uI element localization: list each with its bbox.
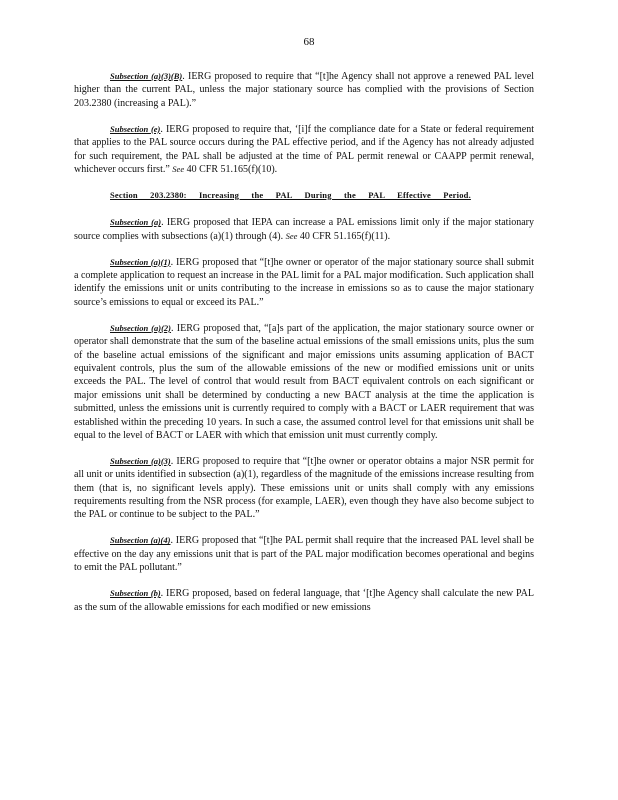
subsection-label: Subsection (a)(3) (110, 455, 171, 466)
paragraph-a3b (74, 70, 534, 110)
subsection-label: Subsection (a)(3)(B) (110, 71, 183, 81)
paragraph-text: . IERG proposed that IEPA can increase a PAL emissions limit only if the major stationary source complies with subsections (a)(1) through (4). (74, 217, 534, 242)
subsection-label: Subsection (a)(2) (110, 322, 172, 333)
subsection-label: Subsection (b) (110, 588, 161, 599)
paragraph-a3 (74, 455, 534, 522)
paragraph-text: . IERG proposed to require that “[t]he owner or operator obtains a major NSR permit for all unit or units identified in subsection (a)(1), regardless of the magnitude of the emissions increase resulting from them (that is, no significant levels apply). These emissions unit or units shall comply with any emissions requirements resulting from the NSR process (for example, LAER), even though they have also become subject to the PAL or continue to be subject to the PAL.” (74, 455, 534, 521)
paragraph-b (74, 587, 534, 614)
paragraph-a (74, 216, 534, 243)
paragraph-text: . IERG proposed to require that, ‘[i]f the compliance date for a State or federal requirement that applies to the PAL source occurs during the PAL effective period, and if the Agency has not already adjusted for such requirement, the PAL shall be adjusted at the time of PAL permit renewal or CAAPP permit renewal, whichever occurs first.” (74, 123, 534, 175)
subsection-label: Subsection (e) (110, 123, 161, 134)
paragraph-text: . IERG proposed that “[t]he PAL permit shall require that the increased PAL level shall be effective on the day any emissions unit that is part of the PAL major modification becomes operational and begins to emit the PAL pollutant.” (74, 535, 534, 574)
paragraph-a2 (74, 322, 534, 443)
paragraph-a4 (74, 534, 534, 574)
page-number: 68 (303, 36, 315, 48)
citation-signal: See (285, 230, 298, 241)
paragraph-text: . IERG proposed that “[t]he owner or operator of the major stationary source shall submit a complete application to request an increase in the PAL limit for a PAL major modification. Such application shall identify the emissions unit or units contributing to the increase in emissions so as to cause the major stationary source’s emissions to equal or exceed its PAL.” (74, 256, 534, 308)
paragraph-text: . IERG proposed to require that “[t]he Agency shall not approve a renewed PAL level higher than the current PAL, unless the major stationary source has complied with the provisions of Section 203.2380 (increasing a PAL).” (74, 71, 534, 109)
subsection-label: Subsection (a)(4) (110, 535, 171, 546)
citation-signal: See (172, 163, 185, 174)
subsection-label: Subsection (a) (110, 217, 162, 228)
citation: 40 CFR 51.165(f)(11). (299, 230, 391, 242)
citation: 40 CFR 51.165(f)(10). (186, 163, 278, 175)
section-heading: Section 203.2380: Increasing the PAL During the PAL Effective Period. (110, 189, 471, 200)
paragraph-text: . IERG proposed, based on federal language, that ‘[t]he Agency shall calculate the new PAL as the sum of the allowable emissions for each modified or new emissions (74, 588, 534, 613)
paragraph-a1 (74, 256, 534, 310)
paragraph-e (74, 123, 534, 177)
paragraph-text: . IERG proposed that, “[a]s part of the application, the major stationary source owner or operator shall demonstrate that the sum of the baseline actual emissions of the small emissions units, plus the sum of the baseline actual emissions of the significant and major emissions units assuming application of BACT equivalent controls, plus the sum of the allowable emissions of the new or modified emissions unit or units exceeds the PAL. The level of control that would result from BACT equivalent controls on each significant or major emissions unit shall be determined by conducting a new BACT analysis at the time the application is submitted, unless the emissions unit is currently required to comply with a BACT or LAER requirement that was established within the preceding 10 years. In such a case, the assumed control level for that emissions unit shall be equal to the level of BACT or LAER with which that emission unit must currently comply. (74, 322, 534, 441)
document-body (74, 70, 534, 626)
subsection-label: Subsection (a)(1) (110, 256, 171, 267)
